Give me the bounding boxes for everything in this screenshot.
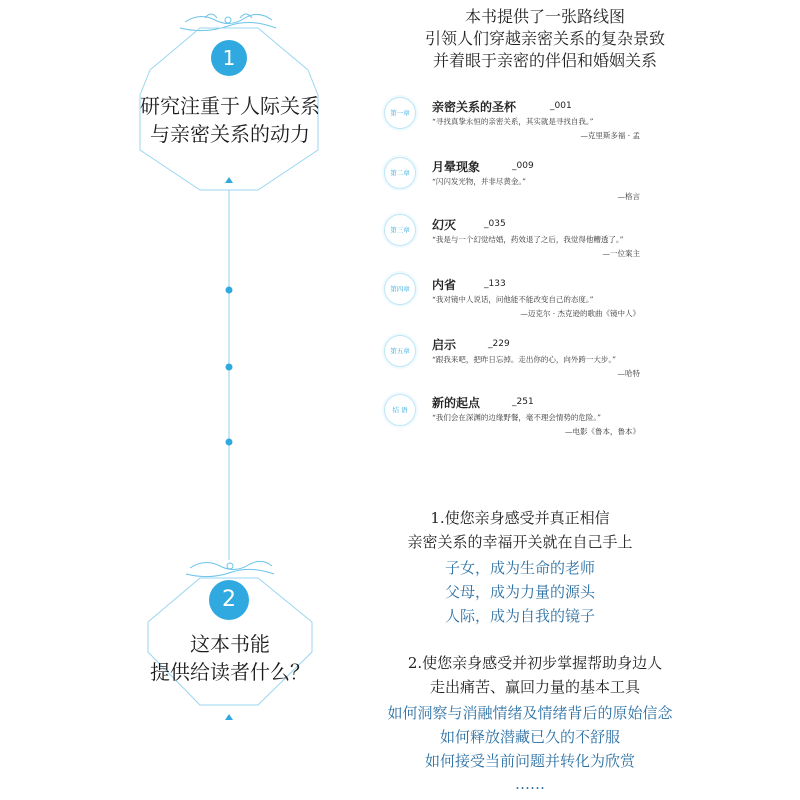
- chapter-3-page: _035: [484, 219, 506, 229]
- ornament-bottom-icon: [186, 561, 274, 576]
- section-2-badge: 2: [209, 580, 249, 620]
- benefit-2-list: [340, 701, 720, 795]
- section-1-title-line2: 与亲密关系的动力: [150, 122, 310, 146]
- chapter-4-quote: “我对镜中人说话，问他能不能改变自己的态度。”: [432, 295, 594, 304]
- benefit-1-line1: 1.使您亲身感受并真正相信: [430, 509, 610, 527]
- timeline-dot-icon: [226, 287, 233, 294]
- chapter-1-quote: “寻找真挚永恒的亲密关系，其实就是寻找自我。”: [432, 117, 594, 126]
- timeline-dot-icon: [226, 364, 233, 371]
- chapter-1-author: —克里斯多福 · 孟: [580, 131, 640, 140]
- chapter-6-title: 新的起点: [432, 396, 481, 410]
- benefit-1-item: 子女，成为生命的老师: [444, 559, 595, 577]
- chapter-1-title: 亲密关系的圣杯: [432, 100, 517, 114]
- section-1-title-line1: 研究注重于人际关系: [140, 94, 320, 118]
- section-2-title-line1: 这本书能: [190, 632, 270, 656]
- chapter-5-page: _229: [488, 339, 510, 349]
- intro-line3: 并着眼于亲密的伴侣和婚姻关系: [432, 51, 657, 70]
- chapter-5-title: 启示: [432, 338, 457, 352]
- benefit-1-list: [370, 556, 670, 628]
- benefit-2-line1: 2.使您亲身感受并初步掌握帮助身边人: [407, 654, 663, 672]
- chapter-2-page: _009: [512, 161, 534, 171]
- benefit-1-item: 人际，成为自我的镜子: [444, 607, 595, 625]
- chapter-3-badge: 第三章: [384, 214, 416, 246]
- chapter-5-author: —哈特: [617, 369, 640, 378]
- benefit-2-item: 如何接受当前问题并转化为欣赏: [424, 752, 635, 770]
- timeline-dot-icon: [226, 439, 233, 446]
- arrow-bottom-icon: [225, 714, 233, 720]
- chapter-1-badge: 第一章: [384, 97, 416, 129]
- chapter-6-quote: “我们会在深渊的边缘野餐，毫不理会情势的危险。”: [432, 413, 601, 422]
- chapter-6-author: —电影《鲁本，鲁本》: [565, 427, 640, 436]
- benefit-1-heading: [370, 506, 670, 554]
- intro-line2: 引领人们穿越亲密关系的复杂景致: [424, 29, 665, 48]
- section-2-title: [130, 630, 330, 686]
- chapter-3-author: —一位案主: [602, 249, 640, 258]
- chapter-6-badge: 结 语: [384, 394, 416, 426]
- chapter-4-title: 内省: [432, 278, 457, 292]
- timeline-arrow-top-icon: [225, 177, 233, 183]
- section-1-title: [120, 92, 340, 148]
- benefit-2-heading: [355, 651, 715, 699]
- intro-line1: 本书提供了一张路线图: [464, 7, 625, 26]
- chapter-2-title: 月晕现象: [432, 160, 481, 174]
- section-1-badge: 1: [211, 40, 247, 76]
- chapter-5-quote: “跟我来吧，把昨日忘掉。走出你的心，向外跨一大步。”: [432, 355, 616, 364]
- chapter-4-author: —迈克尔 · 杰克逊的歌曲《镜中人》: [520, 309, 640, 318]
- intro-text: [395, 6, 695, 72]
- chapter-2-badge: 第二章: [384, 157, 416, 189]
- benefit-1-item: 父母，成为力量的源头: [444, 583, 595, 601]
- chapter-3-quote: “我是与一个幻觉结婚，药效退了之后，我觉得他糟透了。”: [432, 235, 624, 244]
- chapter-6-page: _251: [512, 397, 534, 407]
- ellipsis: ……: [515, 775, 545, 793]
- benefit-1-line2: 亲密关系的幸福开关就在自己手上: [407, 533, 633, 551]
- benefit-2-item: 如何洞察与消融情绪及情绪背后的原始信念: [387, 704, 673, 722]
- chapter-2-quote: “闪闪发光物，并非尽黄金。”: [432, 177, 526, 186]
- chapter-4-badge: 第四章: [384, 273, 416, 305]
- section-2-title-line2: 提供给读者什么？: [150, 660, 310, 684]
- chapter-2-author: —格言: [617, 192, 640, 201]
- chapter-4-page: _133: [484, 279, 506, 289]
- chapter-3-title: 幻灭: [432, 218, 457, 232]
- chapter-5-badge: 第五章: [384, 335, 416, 367]
- benefit-2-line2: 走出痛苦、赢回力量的基本工具: [429, 678, 640, 696]
- chapter-1-page: _001: [550, 101, 572, 111]
- benefit-2-item: 如何释放潜藏已久的不舒服: [439, 728, 620, 746]
